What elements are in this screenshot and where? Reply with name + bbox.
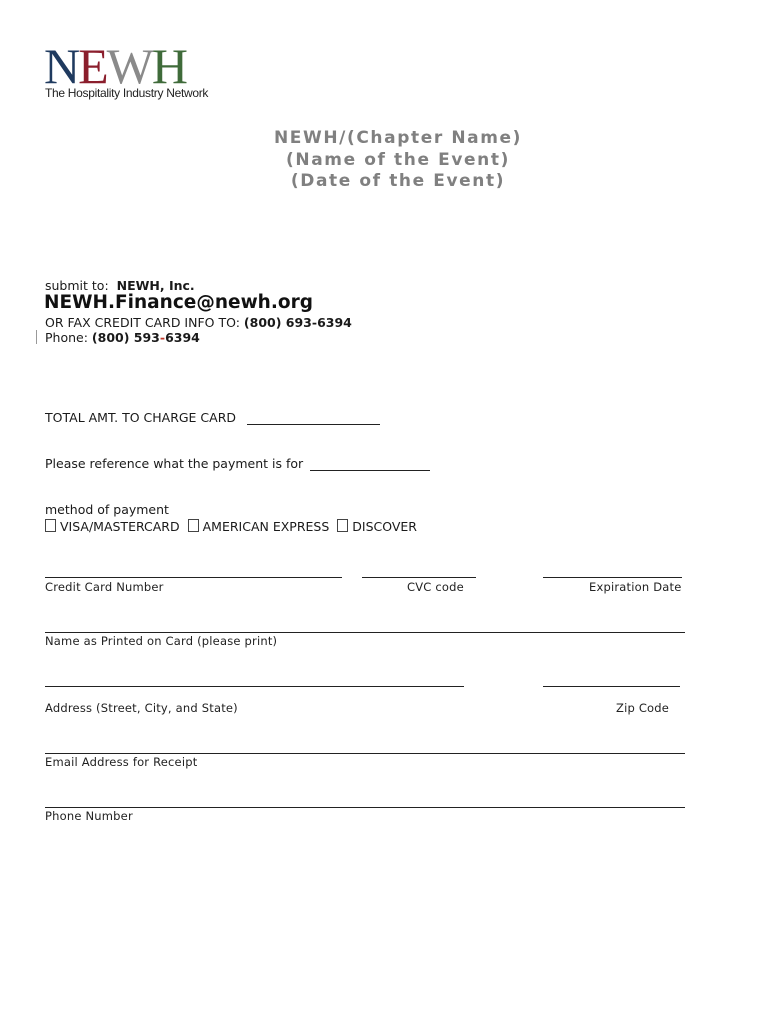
logo-letter-w: W: [106, 38, 152, 94]
text-cursor: [36, 330, 37, 344]
name-on-card-field[interactable]: [45, 632, 685, 633]
payment-method-label: method of payment: [45, 502, 169, 517]
name-on-card-label: Name as Printed on Card (please print): [45, 634, 278, 648]
address-field[interactable]: [45, 686, 464, 687]
submit-line: [45, 278, 195, 293]
american-express-checkbox[interactable]: [188, 519, 199, 532]
fax-line: [45, 315, 352, 330]
phone-dash: -: [159, 330, 166, 345]
fax-number: (800) 693-6394: [243, 315, 352, 330]
chapter-title: NEWH/(Chapter Name): [273, 128, 523, 148]
visa-mastercard-checkbox[interactable]: [45, 519, 56, 532]
receipt-email-label: Email Address for Receipt: [45, 755, 198, 769]
submit-org: NEWH, Inc.: [116, 278, 195, 293]
option-american-express[interactable]: [188, 519, 330, 534]
phone-number-part-b: 6394: [165, 330, 200, 345]
total-amount-field[interactable]: [247, 424, 380, 425]
zip-code-field[interactable]: [543, 686, 680, 687]
zip-code-label: Zip Code: [616, 701, 670, 715]
visa-mastercard-label: VISA/MASTERCARD: [60, 519, 180, 534]
logo-tagline: The Hospitality Industry Network: [45, 86, 209, 100]
phone-number-field[interactable]: [45, 807, 685, 808]
expiration-field[interactable]: [543, 577, 682, 578]
phone-line: [45, 330, 200, 345]
address-label: Address (Street, City, and State): [45, 701, 238, 715]
payment-reference-field[interactable]: [310, 470, 430, 471]
total-amount-label: TOTAL AMT. TO CHARGE CARD: [45, 410, 237, 425]
finance-email-link[interactable]: NEWH.Finance@newh.org: [44, 292, 313, 313]
option-discover[interactable]: [337, 519, 417, 534]
discover-checkbox[interactable]: [337, 519, 348, 532]
option-visa-mastercard[interactable]: [45, 519, 180, 534]
logo-letter-n: N: [44, 38, 79, 94]
american-express-label: AMERICAN EXPRESS: [202, 519, 330, 534]
phone-label: Phone:: [45, 330, 88, 345]
logo-letter-e: E: [78, 38, 107, 94]
card-number-label: Credit Card Number: [45, 580, 164, 594]
discover-label: DISCOVER: [352, 519, 417, 534]
submit-label: submit to:: [45, 278, 109, 293]
card-number-field[interactable]: [45, 577, 342, 578]
payment-method-options: [45, 519, 417, 534]
event-name-title: (Name of the Event): [286, 150, 510, 170]
cvc-field[interactable]: [362, 577, 476, 578]
phone-number-label: Phone Number: [45, 809, 133, 823]
expiration-label: Expiration Date: [589, 580, 682, 594]
payment-reference-label: Please reference what the payment is for: [45, 456, 304, 471]
fax-label: OR FAX CREDIT CARD INFO TO:: [45, 315, 240, 330]
logo-letter-h: H: [151, 38, 186, 94]
cvc-label: CVC code: [407, 580, 464, 594]
receipt-email-field[interactable]: [45, 753, 685, 754]
event-date-title: (Date of the Event): [290, 171, 506, 191]
phone-number-part-a: (800) 593: [91, 330, 160, 345]
